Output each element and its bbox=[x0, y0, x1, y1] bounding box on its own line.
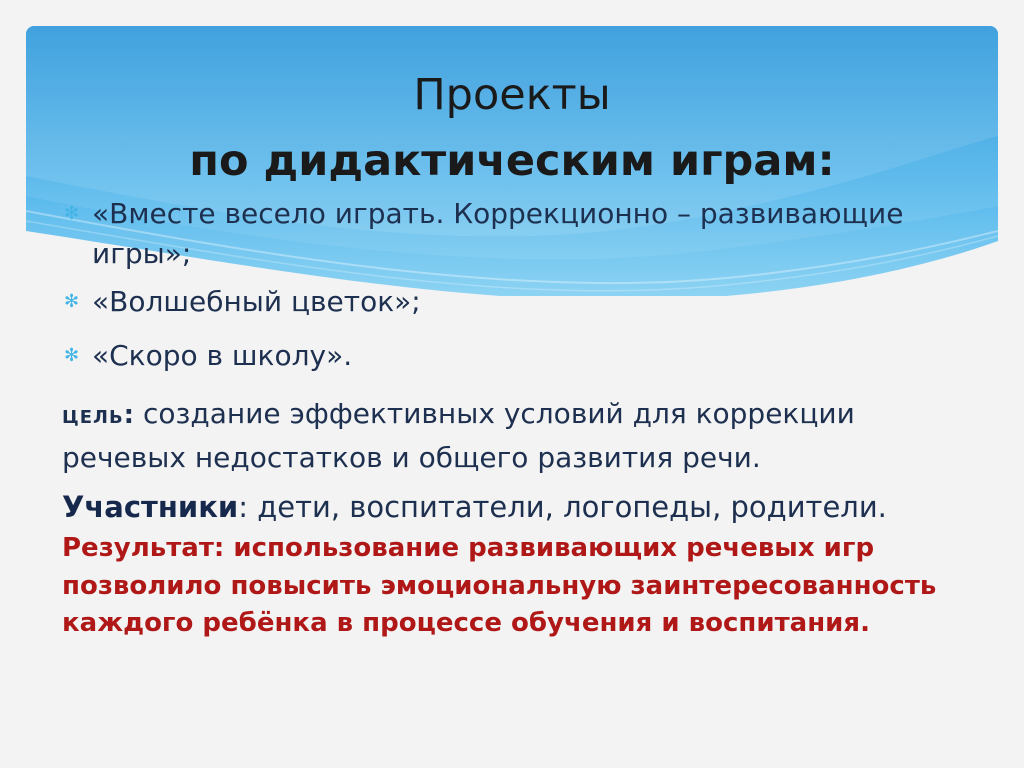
goal-paragraph bbox=[62, 394, 962, 478]
participants-paragraph bbox=[62, 486, 982, 528]
result-paragraph: Результат: использование развивающих речевых игр позволило повысить эмоциональную заинтересованность каждого ребёнка в процессе обучения и воспитания. bbox=[62, 533, 937, 638]
list-item bbox=[62, 282, 982, 322]
list-item bbox=[62, 336, 982, 376]
asterisk-icon: ✻ bbox=[64, 345, 80, 366]
list-item-text: «Скоро в школу». bbox=[92, 339, 353, 372]
asterisk-icon: ✻ bbox=[64, 203, 80, 224]
goal-text: создание эффективных условий для коррекции речевых недостатков и общего развития речи. bbox=[62, 397, 855, 474]
title-line-2: по дидактическим играм: bbox=[189, 136, 835, 186]
participants-text: : дети, воспитатели, логопеды, родители. bbox=[238, 490, 887, 524]
participants-label: Участники bbox=[62, 490, 239, 524]
project-list bbox=[62, 194, 982, 390]
goal-label: ЦЕЛЬ bbox=[62, 407, 124, 428]
title-line-1: Проекты bbox=[413, 70, 611, 120]
asterisk-icon: ✻ bbox=[64, 291, 80, 312]
list-item-text: «Волшебный цветок»; bbox=[92, 285, 421, 318]
slide-title bbox=[0, 62, 1024, 194]
list-item-text: «Вместе весело играть. Коррекционно – развивающие игры»; bbox=[92, 197, 904, 270]
goal-colon: : bbox=[123, 400, 135, 430]
list-item bbox=[62, 194, 982, 274]
